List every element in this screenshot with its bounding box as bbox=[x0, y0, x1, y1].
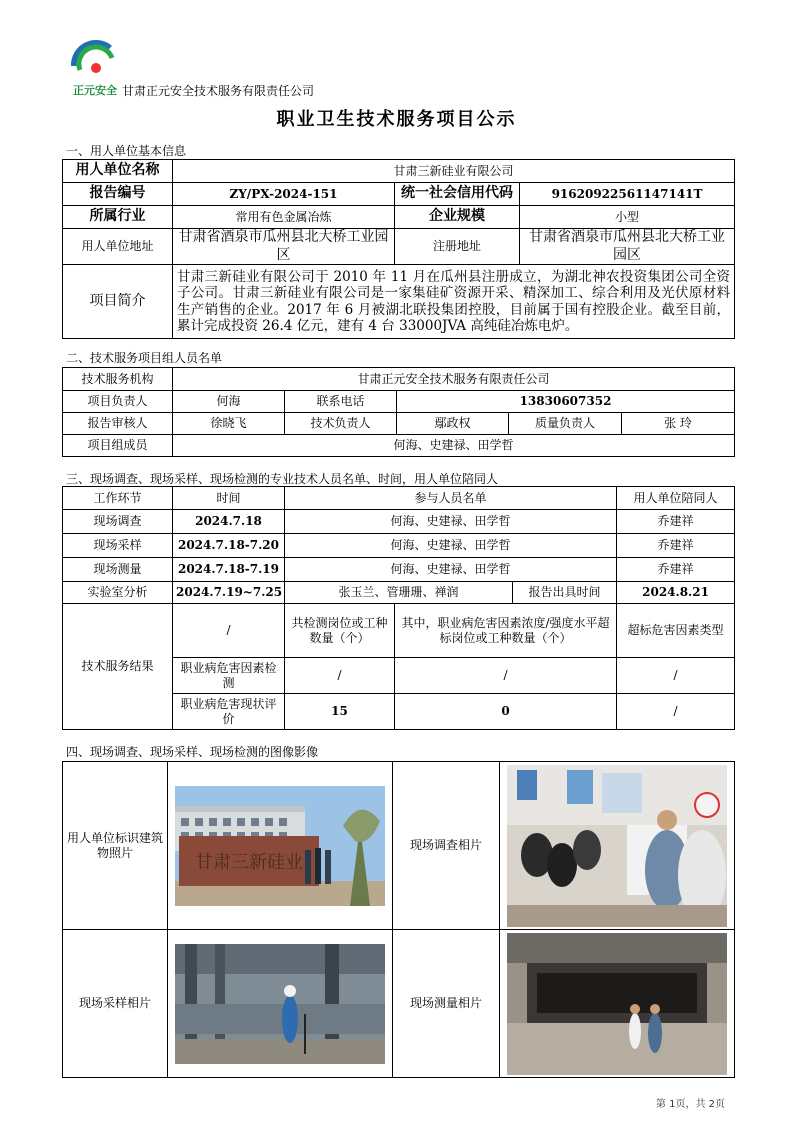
basic-info-table bbox=[62, 159, 735, 339]
photos-table bbox=[62, 761, 735, 1078]
logo-text: 正元安全 bbox=[73, 84, 117, 96]
header-escort: 用人单位陪同人 bbox=[617, 487, 735, 510]
result-col2: 共检测岗位或工种数量（个） bbox=[285, 604, 395, 658]
company-name: 甘肃正元安全技术服务有限责任公司 bbox=[122, 84, 315, 98]
row-step: 现场采样 bbox=[63, 534, 173, 558]
row-escort: 乔建祥 bbox=[617, 510, 735, 534]
section2-title: 二、技术服务项目组人员名单 bbox=[66, 351, 223, 365]
tech-label: 技术负责人 bbox=[285, 413, 397, 435]
industry-value: 常用有色金属冶炼 bbox=[173, 206, 395, 229]
quality-value: 张 玲 bbox=[622, 413, 735, 435]
result-col4: 超标危害因素类型 bbox=[617, 604, 735, 658]
members-label: 项目组成员 bbox=[63, 435, 173, 457]
unit-name-label: 用人单位名称 bbox=[63, 160, 173, 183]
result-label: 技术服务结果 bbox=[63, 604, 173, 730]
header-people: 参与人员名单 bbox=[285, 487, 617, 510]
building-photo-image bbox=[175, 786, 385, 906]
row-step: 现场测量 bbox=[63, 558, 173, 582]
photo1-label: 用人单位标识建筑物照片 bbox=[63, 762, 168, 930]
scale-value: 小型 bbox=[520, 206, 735, 229]
company-logo-icon bbox=[66, 38, 124, 96]
credit-code-label: 统一社会信用代码 bbox=[395, 183, 520, 206]
org-value: 甘肃正元安全技术服务有限责任公司 bbox=[173, 368, 735, 391]
measurement-photo bbox=[507, 933, 727, 1075]
table-row bbox=[63, 558, 735, 582]
section4-title: 四、现场调查、现场采样、现场检测的图像影像 bbox=[66, 745, 319, 759]
row-step: 现场调查 bbox=[63, 510, 173, 534]
photo4-label: 现场测量相片 bbox=[393, 930, 500, 1078]
issue-label: 报告出具时间 bbox=[513, 582, 617, 604]
lab-label: 实验室分析 bbox=[63, 582, 173, 604]
members-value: 何海、史建禄、田学哲 bbox=[173, 435, 735, 457]
building-photo bbox=[175, 786, 385, 906]
lab-time: 2024.7.19~7.25 bbox=[173, 582, 285, 604]
phone-label: 联系电话 bbox=[285, 391, 397, 413]
detect-v3: / bbox=[617, 658, 735, 694]
row-escort: 乔建祥 bbox=[617, 558, 735, 582]
reg-address-value: 甘肃省酒泉市瓜州县北大桥工业园区 bbox=[520, 229, 735, 265]
row-time: 2024.7.18 bbox=[173, 510, 285, 534]
row-people: 何海、史建禄、田学哲 bbox=[285, 510, 617, 534]
table-row bbox=[63, 510, 735, 534]
lab-people: 张玉兰、管珊珊、禅润 bbox=[285, 582, 513, 604]
org-label: 技术服务机构 bbox=[63, 368, 173, 391]
scale-label: 企业规模 bbox=[395, 206, 520, 229]
eval-v2: 0 bbox=[395, 694, 617, 730]
address-label: 用人单位地址 bbox=[63, 229, 173, 265]
measurement-photo-image bbox=[507, 933, 727, 1075]
unit-name-value: 甘肃三新硅业有限公司 bbox=[173, 160, 735, 183]
phone-value: 13830607352 bbox=[397, 391, 735, 413]
section3-title: 三、现场调查、现场采样、现场检测的专业技术人员名单、时间，用人单位陪同人 bbox=[66, 472, 499, 486]
result-slash: / bbox=[173, 604, 285, 658]
fieldwork-table bbox=[62, 486, 735, 730]
row-people: 何海、史建禄、田学哲 bbox=[285, 558, 617, 582]
header-step: 工作环节 bbox=[63, 487, 173, 510]
result-col3: 其中，职业病危害因素浓度/强度水平超标岗位或工种数量（个） bbox=[395, 604, 617, 658]
header-time: 时间 bbox=[173, 487, 285, 510]
reviewer-label: 报告审核人 bbox=[63, 413, 173, 435]
table-row bbox=[63, 534, 735, 558]
eval-label: 职业病危害现状评价 bbox=[173, 694, 285, 730]
credit-code-value: 91620922561147141T bbox=[520, 183, 735, 206]
reg-address-label: 注册地址 bbox=[395, 229, 520, 265]
eval-v3: / bbox=[617, 694, 735, 730]
industry-label: 所属行业 bbox=[63, 206, 173, 229]
page-title: 职业卫生技术服务项目公示 bbox=[276, 109, 517, 130]
row-escort: 乔建祥 bbox=[617, 534, 735, 558]
photo2-label: 现场调查相片 bbox=[393, 762, 500, 930]
row-people: 何海、史建禄、田学哲 bbox=[285, 534, 617, 558]
leader-value: 何海 bbox=[173, 391, 285, 413]
quality-label: 质量负责人 bbox=[509, 413, 622, 435]
leader-label: 项目负责人 bbox=[63, 391, 173, 413]
report-no-label: 报告编号 bbox=[63, 183, 173, 206]
survey-photo-image bbox=[507, 765, 727, 927]
detect-v1: / bbox=[285, 658, 395, 694]
photo3-label: 现场采样相片 bbox=[63, 930, 168, 1078]
page-header bbox=[66, 38, 736, 100]
report-no-value: ZY/PX-2024-151 bbox=[173, 183, 395, 206]
detect-v2: / bbox=[395, 658, 617, 694]
intro-value: 甘肃三新硅业有限公司于 2010 年 11 月在瓜州县注册成立，为湖北神农投资集团公司全资子公司。甘肃三新硅业有限公司是一家集硅矿资源开采、精深加工、综合利用及光伏原材料生产销售的企业。2017 年 6 月被湖北联投集团控股，目前属于国有控股企业。截至目前，累计完成投资 26.4 亿元，建有 4 台 33000JVA 高纯硅冶炼电炉。 bbox=[173, 265, 735, 339]
sampling-photo-image bbox=[175, 944, 385, 1064]
address-value: 甘肃省酒泉市瓜州县北大桥工业园区 bbox=[173, 229, 395, 265]
tech-value: 鄢政权 bbox=[397, 413, 509, 435]
row-time: 2024.7.18-7.19 bbox=[173, 558, 285, 582]
row-time: 2024.7.18-7.20 bbox=[173, 534, 285, 558]
eval-v1: 15 bbox=[285, 694, 395, 730]
section1-title: 一、用人单位基本信息 bbox=[66, 144, 187, 158]
issue-value: 2024.8.21 bbox=[617, 582, 735, 604]
page-footer: 第 1页，共 2页 bbox=[655, 1099, 725, 1110]
reviewer-value: 徐晓飞 bbox=[173, 413, 285, 435]
team-table bbox=[62, 367, 735, 457]
intro-label: 项目简介 bbox=[63, 265, 173, 339]
survey-photo bbox=[507, 765, 727, 927]
building-sign-text: 甘肃三新硅业 bbox=[195, 851, 303, 873]
detect-label: 职业病危害因素检测 bbox=[173, 658, 285, 694]
sampling-photo bbox=[175, 944, 385, 1064]
